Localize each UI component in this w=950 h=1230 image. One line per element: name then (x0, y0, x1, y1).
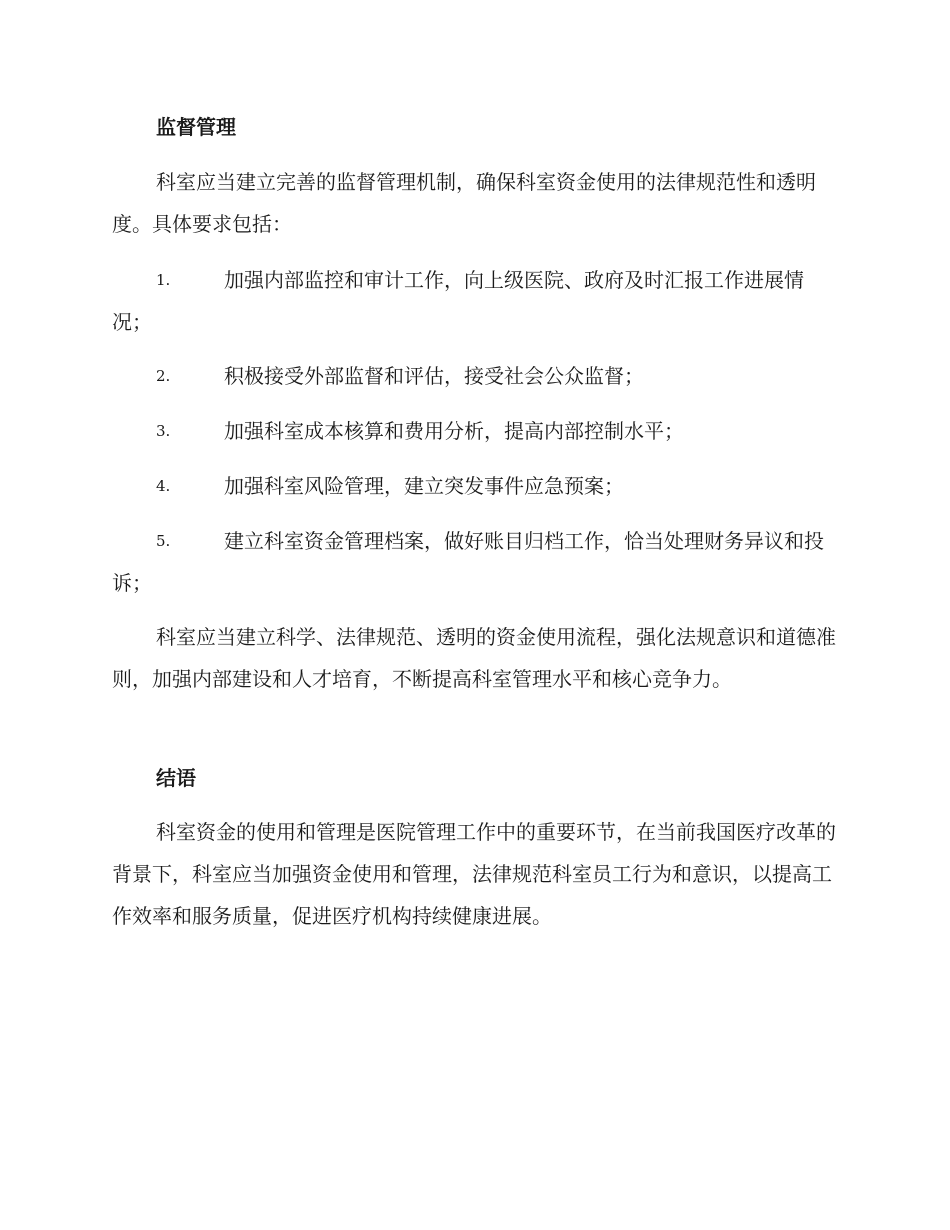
list-item-text: 加强科室风险管理，建立突发事件应急预案； (224, 474, 624, 498)
conclusion-paragraph: 科室资金的使用和管理是医院管理工作中的重要环节，在当前我国医疗改革的背景下，科室应当加强资金使用和管理，法律规范科室员工行为和意识，以提高工作效率和服务质量，促进医疗机构持续健康进展。 (112, 820, 836, 928)
list-item-number: 2. (156, 367, 171, 385)
list-item (112, 410, 837, 452)
list-item (112, 259, 837, 343)
list-item-text: 加强科室成本核算和费用分析，提高内部控制水平； (224, 419, 684, 443)
list-item-number: 4. (156, 477, 171, 495)
list-item-number: 3. (156, 422, 171, 440)
list-item-text: 建立科室资金管理档案，做好账目归档工作，恰当处理财务异议和投诉； (112, 529, 824, 595)
list-item-text: 积极接受外部监督和评估，接受社会公众监督； (224, 364, 644, 388)
list-item-number: 1. (156, 271, 171, 289)
supervision-closing-paragraph: 科室应当建立科学、法律规范、透明的资金使用流程，强化法规意识和道德准则，加强内部建设和人才培育，不断提高科室管理水平和核心竞争力。 (112, 625, 836, 691)
list-item-text: 加强内部监控和审计工作，向上级医院、政府及时汇报工作进展情况； (112, 268, 804, 334)
section-heading-conclusion: 结语 (156, 766, 196, 790)
supervision-intro-paragraph: 科室应当建立完善的监督管理机制，确保科室资金使用的法律规范性和透明度。具体要求包括： (112, 170, 816, 236)
section-heading-supervision: 监督管理 (156, 115, 236, 139)
list-item (112, 520, 837, 604)
list-item-number: 5. (156, 532, 171, 550)
list-item (112, 355, 837, 397)
list-item (112, 465, 837, 507)
